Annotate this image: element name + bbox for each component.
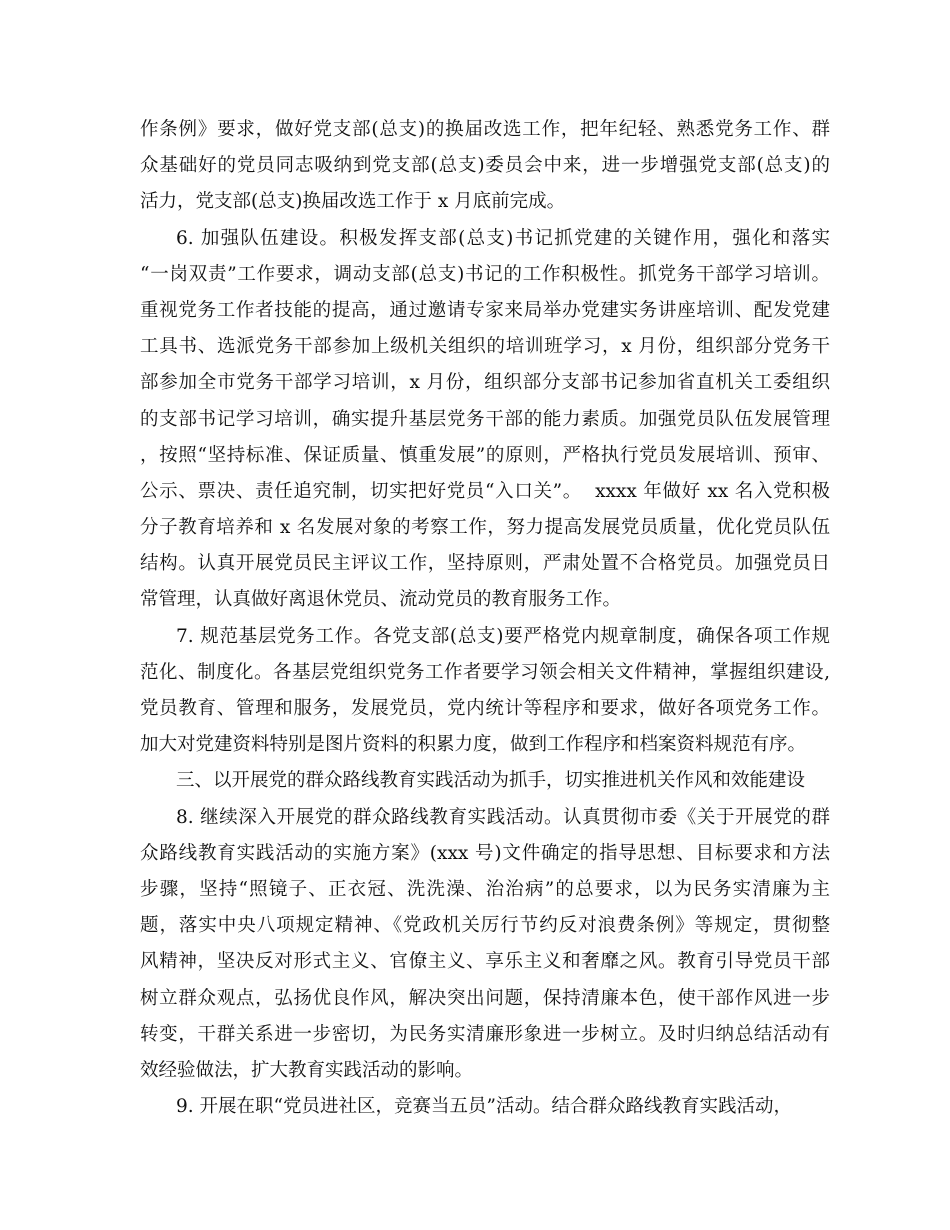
text-line: 公示、票决、责任追究制，切实把好党员“入口关”。 xxxx 年做好 xx 名入党积极 (140, 480, 830, 502)
document-body (140, 112, 830, 1125)
text-line: 转变，干群关系进一步密切，为民务实清廉形象进一步树立。及时归纳总结活动有 (140, 1023, 830, 1045)
section-7-first-line: 7. 规范基层党务工作。各党支部(总支)要严格党内规章制度，确保各项工作规 (176, 625, 830, 647)
text-line: 步骤，坚持“照镜子、正衣冠、洗洗澡、治治病”的总要求，以为民务实清廉为主 (140, 878, 830, 900)
text-line: 重视党务工作者技能的提高，通过邀请专家来局举办党建实务讲座培训、配发党建 (140, 299, 830, 321)
text-line: “一岗双责”工作要求，调动支部(总支)书记的工作积极性。抓党务干部学习培训。 (140, 263, 830, 285)
text-line: 树立群众观点，弘扬优良作风，解决突出问题，保持清廉本色，使干部作风进一步 (140, 987, 830, 1009)
text-line: 分子教育培养和 x 名发展对象的考察工作，努力提高发展党员质量，优化党员队伍 (140, 517, 830, 539)
text-line: 众路线教育实践活动的实施方案》(xxx 号)文件确定的指导思想、目标要求和方法 (140, 842, 830, 864)
text-line: 效经验做法，扩大教育实践活动的影响。 (140, 1059, 474, 1081)
text-line: 部参加全市党务干部学习培训，x 月份，组织部分支部书记参加省直机关工委组织 (140, 372, 830, 394)
text-line: 题，落实中央八项规定精神、《党政机关厉行节约反对浪费条例》等规定，贯彻整 (140, 915, 830, 937)
section-8-first-line: 8. 继续深入开展党的群众路线教育实践活动。认真贯彻市委《关于开展党的群 (176, 806, 830, 828)
text-line: 范化、制度化。各基层党组织党务工作者要学习领会相关文件精神，掌握组织建设, (140, 661, 830, 683)
section-6-first-line: 6. 加强队伍建设。积极发挥支部(总支)书记抓党建的关键作用，强化和落实 (176, 227, 830, 249)
section-9-first-line: 9. 开展在职“党员进社区，竞赛当五员”活动。结合群众路线教育实践活动， (176, 1096, 792, 1118)
text-line: 作条例》要求，做好党支部(总支)的换届改选工作，把年纪轻、熟悉党务工作、群 (140, 119, 830, 140)
text-line: 加大对党建资料特别是图片资料的积累力度，做到工作程序和档案资料规范有序。 (140, 734, 807, 756)
text-line: 活力，党支部(总支)换届改选工作于 x 月底前完成。 (140, 191, 566, 213)
text-line: 众基础好的党员同志吸纳到党支部(总支)委员会中来，进一步增强党支部(总支)的 (140, 155, 830, 177)
text-line: 结构。认真开展党员民主评议工作，坚持原则，严肃处置不合格党员。加强党员日 (140, 553, 830, 575)
text-line: 党员教育、管理和服务，发展党员，党内统计等程序和要求，做好各项党务工作。 (140, 698, 830, 719)
text-line: 常管理，认真做好离退休党员、流动党员的教育服务工作。 (140, 589, 622, 611)
section-3-heading: 三、以开展党的群众路线教育实践活动为抓手，切实推进机关作风和效能建设 (176, 770, 806, 792)
text-line: 工具书、选派党务干部参加上级机关组织的培训班学习，x 月份，组织部分党务干 (140, 336, 830, 358)
text-line: 风精神，坚决反对形式主义、官僚主义、享乐主义和奢靡之风。教育引导党员干部 (140, 951, 830, 973)
text-line: 的支部书记学习培训，确实提升基层党务干部的能力素质。加强党员队伍发展管理 (140, 408, 830, 430)
text-line: ，按照“坚持标准、保证质量、慎重发展”的原则，严格执行党员发展培训、预审、 (140, 444, 830, 466)
